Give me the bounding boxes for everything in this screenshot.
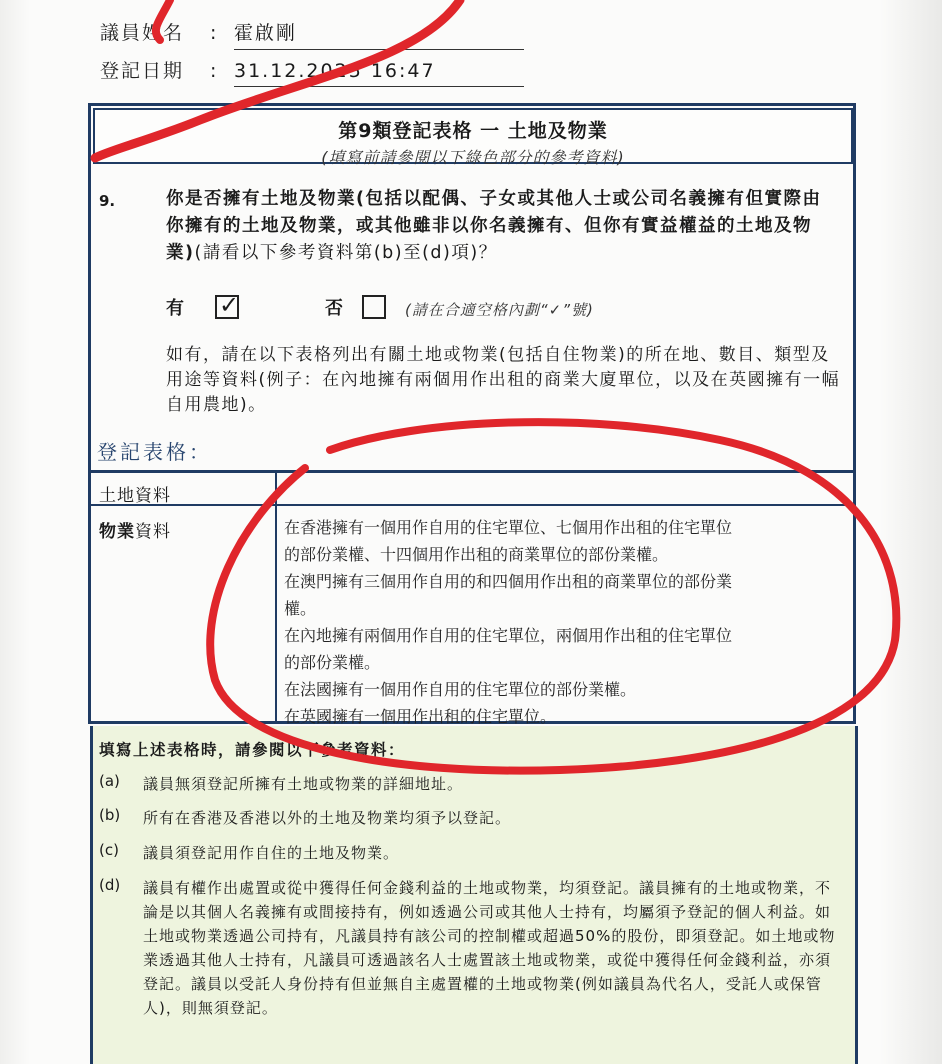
check-mark-icon: ✓	[219, 291, 240, 319]
reference-notes-heading: 填寫上述表格時，請參閱以下參考資料：	[99, 741, 406, 759]
form-title: 第9類登記表格 一 土地及物業	[338, 120, 608, 142]
property-line: 的部份業權、十四個用作出租的商業單位的部份業權。	[284, 545, 669, 564]
property-label-bold: 物業	[99, 522, 135, 542]
register-heading: 登記表格：	[97, 440, 212, 464]
note-text: 所有在香港及香港以外的土地及物業均須予以登記。	[143, 809, 512, 827]
instruction-text: 如有，請在以下表格列出有關土地或物業(包括自住物業)的所在地、數目、類型及用途等資料(例子：在內地擁有兩個用作出租的商業大廈單位，以及在英國擁有一幅自用農地)。	[166, 345, 841, 415]
note-text: 議員有權作出處置或從中獲得任何金錢利益的土地或物業，均須登記。議員擁有的土地或物業，不論是以其個人名義擁有或間接持有，例如透過公司或其他人士持有，均屬須予登記的個人利益。如土地或物業透過公司持有，凡議員持有該公司的控制權或超過50%的股份，即須登記。如土地或物業透過其他人士持有，凡議員可透過該名人士處置該土地或物業，或從中獲得任何金錢利益，亦須登記。議員以受託人身份持有但並無自主處置權的土地或物業(例如議員為代名人，受託人或保管人)，則無須登記。	[143, 879, 836, 1017]
land-info-label: 土地資料	[99, 486, 171, 506]
colon: :	[210, 60, 219, 82]
form-subtitle: (填寫前請參閱以下綠色部分的參考資料)	[321, 148, 625, 167]
property-line: 在香港擁有一個用作自用的住宅單位、七個用作出租的住宅單位	[284, 518, 733, 537]
property-line: 在內地擁有兩個用作自用的住宅單位，兩個用作出租的住宅單位	[284, 626, 733, 645]
question-number: 9.	[99, 192, 116, 210]
property-line: 權。	[284, 599, 317, 618]
property-line: 在法國擁有一個用作自用的住宅單位的部份業權。	[284, 680, 637, 699]
register-date-label: 登記日期	[100, 60, 185, 82]
red-slash-stroke	[95, 0, 460, 158]
note-tag: (d)	[99, 876, 121, 894]
question-main: 你是否擁有土地及物業(包括以配偶、子女或其他人士或公司名義擁有但實際由你擁有的土地及物業，或其他雖非以你名義擁有、但你有實益權益的土地及物業)	[166, 189, 822, 263]
yes-label: 有	[166, 298, 184, 319]
note-text: 議員須登記用作自住的土地及物業。	[143, 844, 400, 862]
property-line: 在澳門擁有三個用作自用的和四個用作出租的商業單位的部份業	[284, 572, 733, 591]
note-tag: (a)	[99, 772, 120, 790]
property-label-rest: 資料	[135, 522, 171, 542]
property-line: 的部份業權。	[284, 653, 381, 672]
tick-hint: (請在合適空格內劃“✓”號)	[405, 301, 594, 319]
question-reference: (請看以下參考資料第(b)至(d)項)？	[194, 243, 498, 263]
colon: :	[210, 22, 219, 44]
note-text: 議員無須登記所擁有土地或物業的詳細地址。	[143, 775, 464, 793]
note-tag: (b)	[99, 806, 121, 824]
register-date-value: 31.12.2025 16:47	[234, 60, 524, 87]
red-circle-stroke	[210, 422, 896, 771]
no-label: 否	[325, 298, 343, 319]
member-name-label: 議員姓名	[100, 22, 185, 44]
property-line: 在英國擁有一個用作出租的住宅單位。	[284, 707, 557, 726]
note-tag: (c)	[99, 841, 119, 859]
red-hook-stroke	[156, 0, 170, 40]
member-name-value: 霍啟剛	[234, 18, 524, 50]
